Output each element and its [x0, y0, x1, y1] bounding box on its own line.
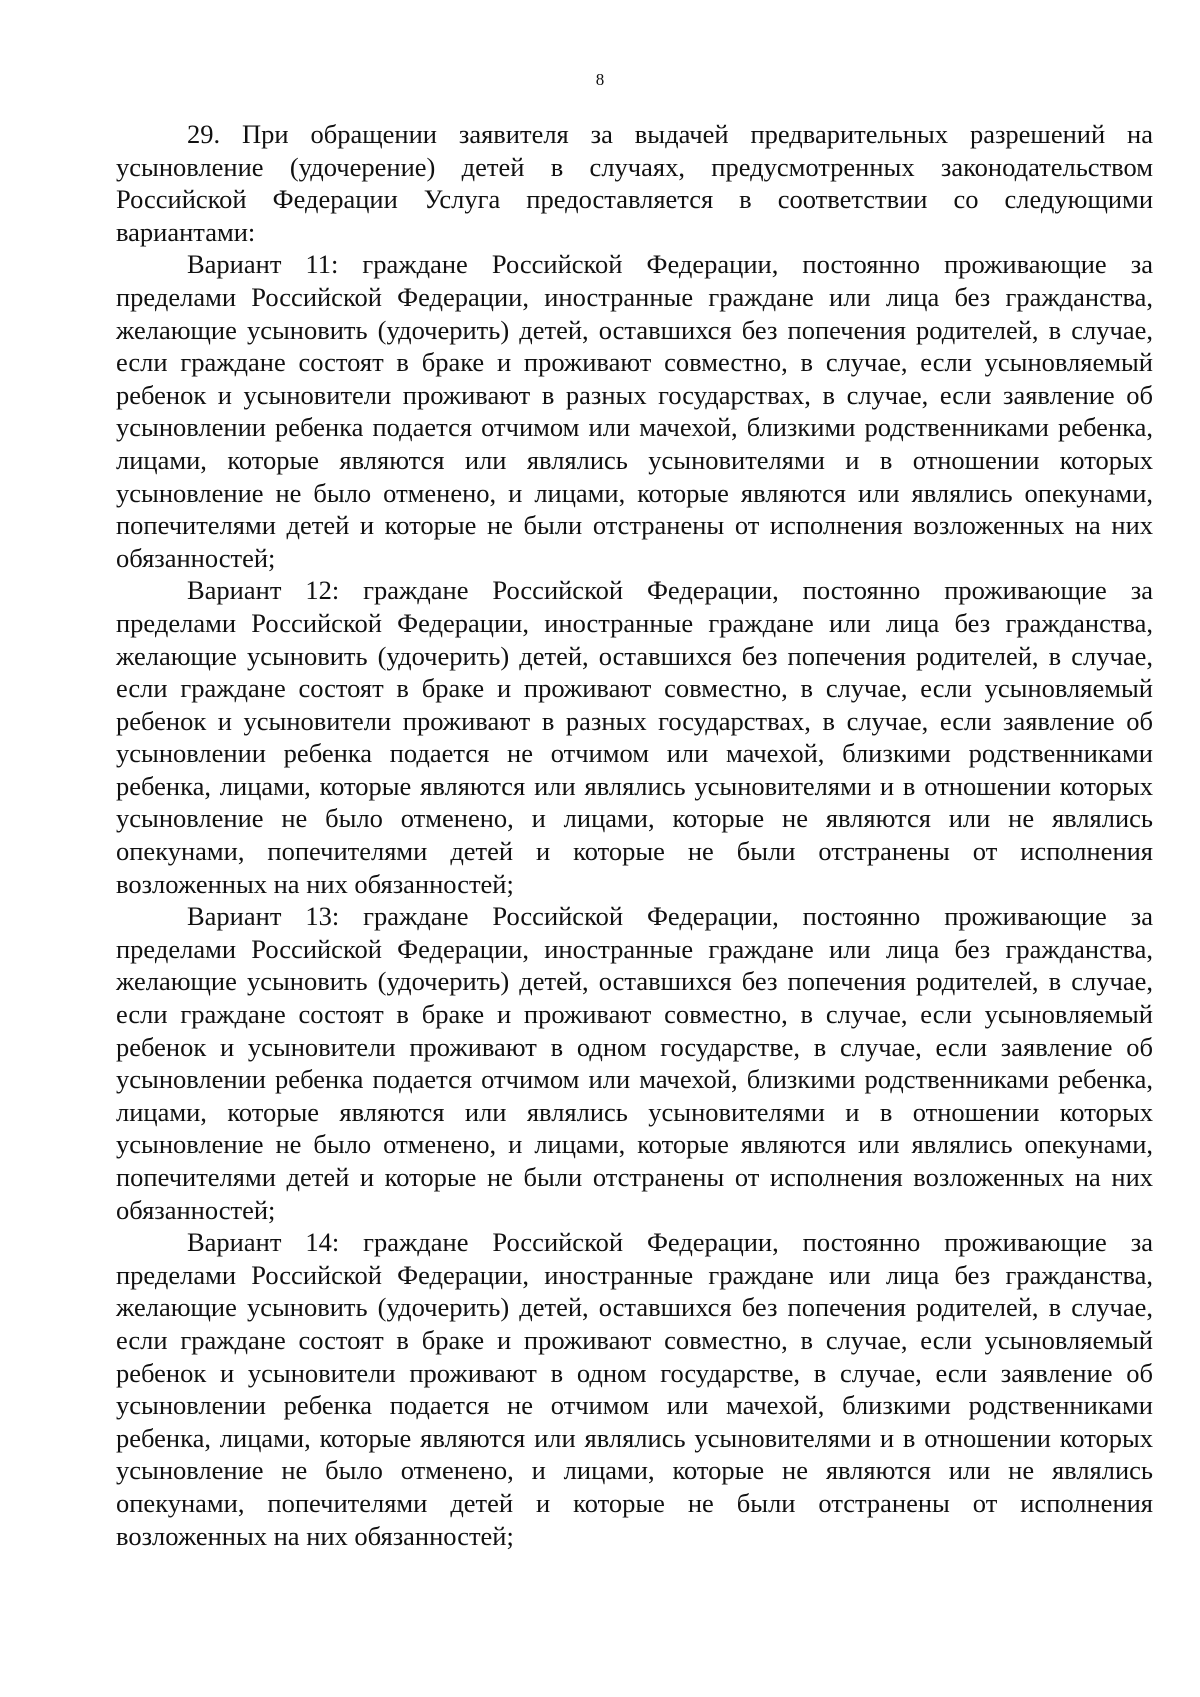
paragraph-variant-13: Вариант 13: граждане Российской Федерации, постоянно проживающие за пределами Российской Федерации, иностранные граждане или лица без гражданства, желающие усыновить (удочерить) детей, оставшихся без попечения родителей, в случае, если граждане состоят в браке и проживают совместно, в случае, если усыновляемый ребенок и усыновители проживают в одном государстве, в случае, если заявление об усыновлении ребенка подается отчимом или мачехой, близкими родственниками ребенка, лицами, которые являются или являлись усыновителями и в отношении которых усыновление не было отменено, и лицами, которые являются или являлись опекунами, попечителями детей и которые не были отстранены от исполнения возложенных на них обязанностей; [116, 901, 1153, 1225]
paragraph-variant-12: Вариант 12: граждане Российской Федерации, постоянно проживающие за пределами Российской Федерации, иностранные граждане или лица без гражданства, желающие усыновить (удочерить) детей, оставшихся без попечения родителей, в случае, если граждане состоят в браке и проживают совместно, в случае, если усыновляемый ребенок и усыновители проживают в разных государствах, в случае, если заявление об усыновлении ребенка подается не отчимом или мачехой, близкими родственниками ребенка, лицами, которые являются или являлись усыновителями и в отношении которых усыновление не было отменено, и лицами, которые не являются или не являлись опекунами, попечителями детей и которые не были отстранены от исполнения возложенных на них обязанностей; [116, 575, 1153, 899]
page-number: 8 [595, 70, 605, 89]
paragraph-variant-11: Вариант 11: граждане Российской Федерации, постоянно проживающие за пределами Российской Федерации, иностранные граждане или лица без гражданства, желающие усыновить (удочерить) детей, оставшихся без попечения родителей, в случае, если граждане состоят в браке и проживают совместно, в случае, если усыновляемый ребенок и усыновители проживают в разных государствах, в случае, если заявление об усыновлении ребенка подается отчимом или мачехой, близкими родственниками ребенка, лицами, которые являются или являлись усыновителями и в отношении которых усыновление не было отменено, и лицами, которые являются или являлись опекунами, попечителями детей и которые не были отстранены от исполнения возложенных на них обязанностей; [116, 249, 1153, 573]
paragraph-intro: 29. При обращении заявителя за выдачей предварительных разрешений на усыновление (удочерение) детей в случаях, предусмотренных законодательством Российской Федерации Услуга предоставляется в соответствии со следующими вариантами: [116, 119, 1153, 247]
document-body [116, 118, 1153, 1552]
paragraph-variant-14: Вариант 14: граждане Российской Федерации, постоянно проживающие за пределами Российской Федерации, иностранные граждане или лица без гражданства, желающие усыновить (удочерить) детей, оставшихся без попечения родителей, в случае, если граждане состоят в браке и проживают совместно, в случае, если усыновляемый ребенок и усыновители проживают в одном государстве, в случае, если заявление об усыновлении ребенка подается не отчимом или мачехой, близкими родственниками ребенка, лицами, которые являются или являлись усыновителями и в отношении которых усыновление не было отменено, и лицами, которые не являются или не являлись опекунами, попечителями детей и которые не были отстранены от исполнения возложенных на них обязанностей; [116, 1227, 1153, 1551]
